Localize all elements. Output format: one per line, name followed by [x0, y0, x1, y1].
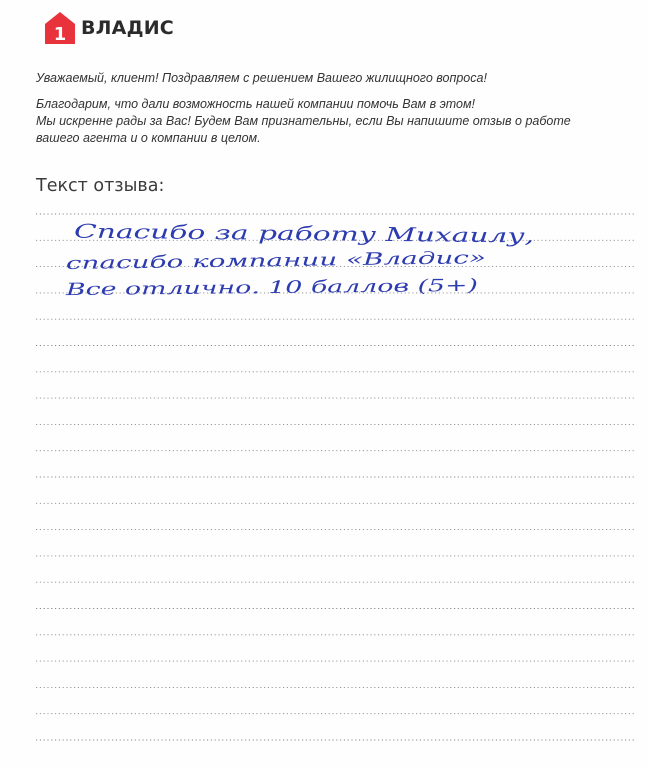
handwritten-line-3: Все отлично. 10 баллов (5+) — [65, 277, 328, 301]
logo-number: 1 — [53, 24, 67, 45]
brand-name: ВЛАДИС — [81, 17, 174, 39]
handwritten-line-2: спасибо компании «Владис» — [65, 250, 323, 274]
handwritten-line-1: Спасибо за работу Михаилу, — [73, 220, 369, 246]
greeting-line: Уважаемый, клиент! Поздравляем с решением Вашего жилищного вопроса! — [36, 71, 487, 85]
review-heading: Текст отзыва: — [36, 176, 165, 196]
request-line-cont: вашего агента и о компании в целом. — [36, 131, 261, 145]
request-line: Мы искренне рады за Вас! Будем Вам признательны, если Вы напишите отзыв о работе — [36, 114, 571, 128]
thanks-line: Благодарим, что дали возможность нашей компании помочь Вам в этом! — [36, 97, 476, 111]
